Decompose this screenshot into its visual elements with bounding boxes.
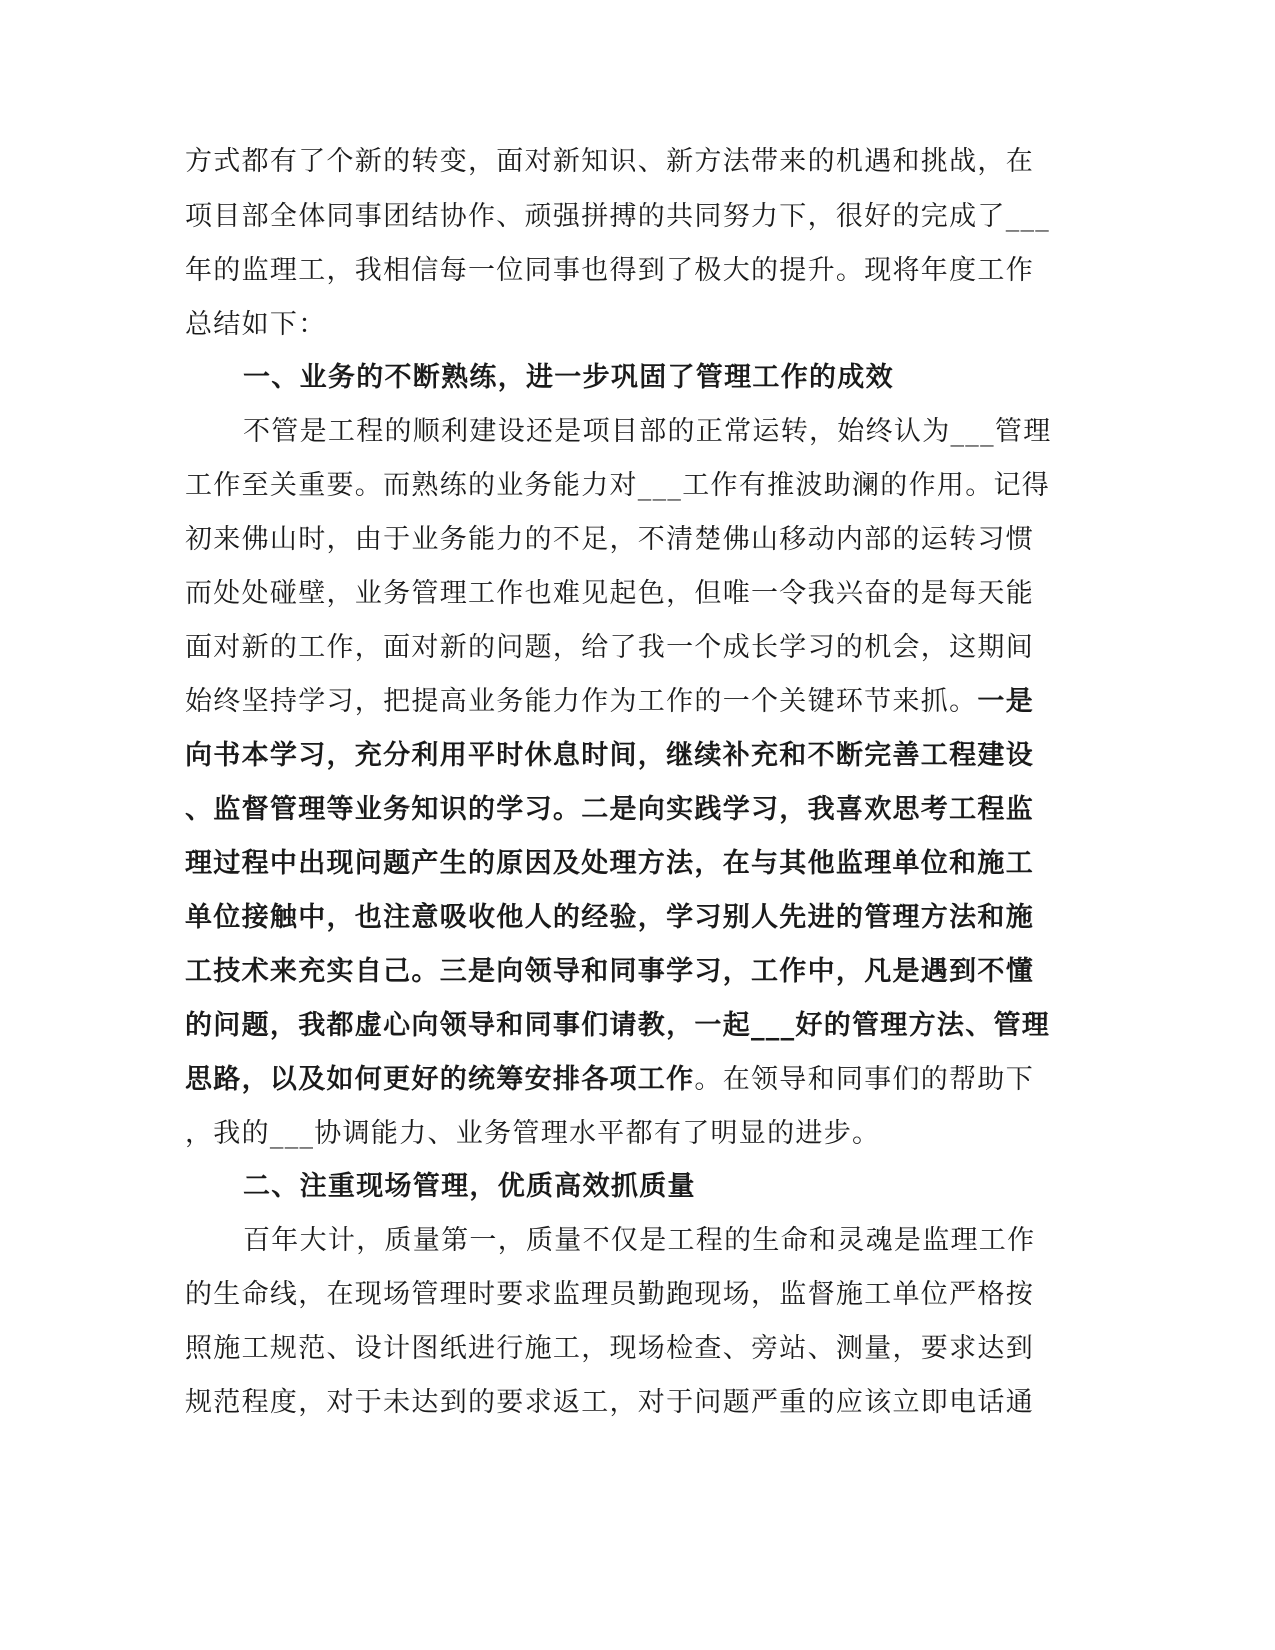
paragraph-line: 百年大计，质量第一，质量不仅是工程的生命和灵魂是监理工作 <box>243 1225 1036 1256</box>
paragraph-line: 规范程度，对于未达到的要求返工，对于问题严重的应该立即电话通 <box>185 1387 1034 1418</box>
bold-paragraph-line: 的问题，我都虚心向领导和同事们请教，一起___好的管理方法、管理 <box>185 1010 1051 1041</box>
paragraph-line: 照施工规范、设计图纸进行施工，现场检查、旁站、测量，要求达到 <box>185 1333 1034 1364</box>
paragraph-line: 不管是工程的顺利建设还是项目部的正常运转，始终认为___管理 <box>243 416 1052 447</box>
paragraph-line <box>185 682 1034 722</box>
bold-paragraph-line: 工技术来充实自己。三是向领导和同事学习，工作中，凡是遇到不懂 <box>185 956 1034 987</box>
bold-text: 一是 <box>977 686 1035 717</box>
paragraph-line: 方式都有了个新的转变，面对新知识、新方法带来的机遇和挑战，在 <box>185 146 1034 177</box>
paragraph-line: 项目部全体同事团结协作、顽强拼搏的共同努力下，很好的完成了___ <box>185 201 1051 232</box>
paragraph-line: 年的监理工，我相信每一位同事也得到了极大的提升。现将年度工作 <box>185 255 1034 286</box>
paragraph-line: 而处处碰壁，业务管理工作也难见起色，但唯一令我兴奋的是每天能 <box>185 578 1034 609</box>
bold-paragraph-line: 单位接触中，也注意吸收他人的经验，学习别人先进的管理方法和施 <box>185 902 1034 933</box>
bold-paragraph-line: 理过程中出现问题产生的原因及处理方法，在与其他监理单位和施工 <box>185 848 1034 879</box>
bold-text: 思路，以及如何更好的统筹安排各项工作 <box>185 1064 695 1095</box>
paragraph-line: ，我的___协调能力、业务管理水平都有了明显的进步。 <box>185 1118 881 1149</box>
section-heading: 二、注重现场管理，优质高效抓质量 <box>243 1171 696 1202</box>
paragraph-text: 。在领导和同事们的帮助下 <box>694 1064 1035 1095</box>
paragraph-line: 的生命线，在现场管理时要求监理员勤跑现场，监督施工单位严格按 <box>185 1279 1034 1310</box>
bold-paragraph-line: 向书本学习，充分利用平时休息时间，继续补充和不断完善工程建设 <box>185 740 1034 771</box>
paragraph-line: 面对新的工作，面对新的问题，给了我一个成长学习的机会，这期间 <box>185 632 1034 663</box>
paragraph-line <box>185 1060 1034 1100</box>
bold-paragraph-line: 、监督管理等业务知识的学习。二是向实践学习，我喜欢思考工程监 <box>185 794 1034 825</box>
paragraph-text: 始终坚持学习，把提高业务能力作为工作的一个关键环节来抓。 <box>185 686 978 717</box>
paragraph-line: 初来佛山时，由于业务能力的不足，不清楚佛山移动内部的运转习惯 <box>185 524 1034 555</box>
paragraph-line: 总结如下： <box>185 309 327 340</box>
section-heading: 一、业务的不断熟练，进一步巩固了管理工作的成效 <box>243 362 894 393</box>
paragraph-line: 工作至关重要。而熟练的业务能力对___工作有推波助澜的作用。记得 <box>185 470 1051 501</box>
